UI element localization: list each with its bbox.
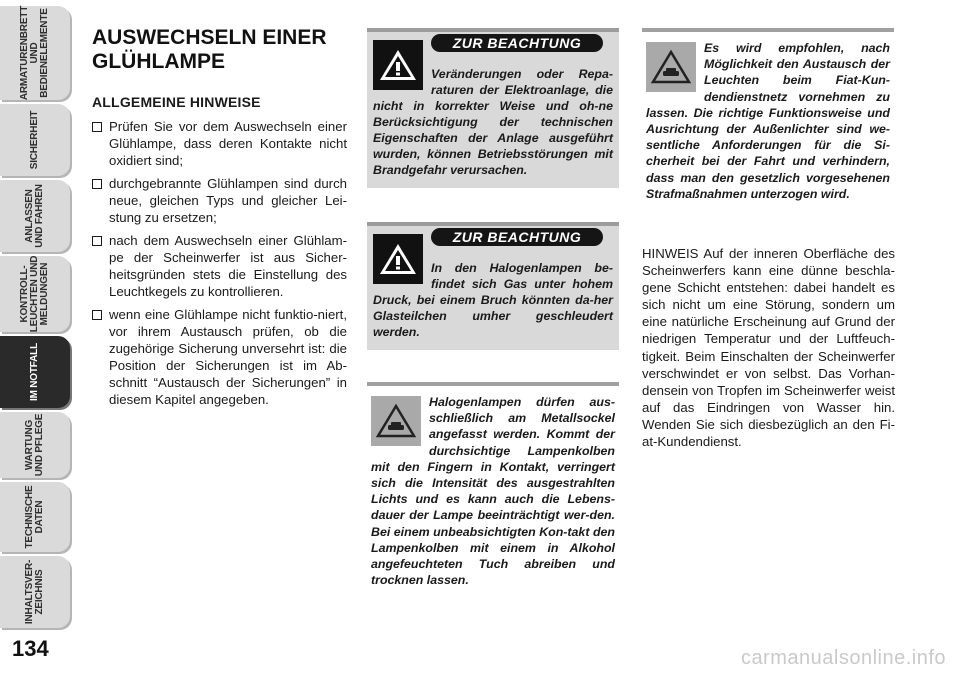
tab-kontrollleuchten[interactable] <box>0 256 70 332</box>
tab-im-notfall[interactable] <box>0 336 70 408</box>
tab-technische-daten[interactable] <box>0 482 70 552</box>
tab-label: SICHERHEIT <box>29 110 40 170</box>
tab-anlassen[interactable] <box>0 180 70 252</box>
tab-label: TECHNISCHE DATEN <box>24 485 45 549</box>
note-box <box>367 382 619 594</box>
list-item-text: Prüfen Sie vor dem Auswechseln einer Glühlampe, dass deren Kontakte nicht oxidiert sind; <box>109 119 347 168</box>
section-subtitle: ALLGEMEINE HINWEISE <box>92 94 261 110</box>
warning-box <box>367 28 619 188</box>
page-number: 134 <box>12 636 49 661</box>
warning-badge: ZUR BEACHTUNG <box>431 34 603 52</box>
hinweis-paragraph: HINWEIS Auf der inneren Oberfläche des Scheinwerfers kann eine dünne beschla-gene Schicht entstehen: dabei handelt es sich nicht um eine Störung, sondern um eine natürliche Erscheinung auf Grund der niedrigen Temperatur und der Luftfeuch-tigkeit. Beim Einschalten der Scheinwerfer verschwindet er von selbst. Das Vorhan-densein von Tropfen im Scheinwerfer weist auf das Eindringen von Wasser hin. Wenden Sie sich diesbezüglich an den Fi-at-Kundendienst. <box>642 246 895 450</box>
list-item <box>92 306 347 408</box>
watermark: carmanualsonline.info <box>740 647 946 669</box>
main-column <box>92 26 347 414</box>
note-text: Es wird empfohlen, nach Möglichkeit den Austausch der Leuchten beim Fiat-Kun-dendienstnetz vornehmen zu lassen. Die richtige Funktionsweise und Ausrichtung der Außenlichter sind we-sentliche Anforderungen für die Si-cherheit bei der Fahrt und verhindern, dass man den gesetzlich vorgesehenen Strafmaßnahmen unterzogen wird. <box>646 41 890 201</box>
warning-text: In den Halogenlampen be-findet sich Gas unter hohem Druck, bei einem Bruch könnten da-her Glasteilchen umher geschleudert werden. <box>373 261 613 339</box>
list-item <box>92 118 347 169</box>
list-item <box>92 232 347 300</box>
tab-label: ARMATURENBRETT UND BEDIENELEMENTE <box>19 5 50 101</box>
car-triangle-icon <box>646 42 696 92</box>
tab-inhaltsverzeichnis[interactable] <box>0 556 70 628</box>
list-item-text: durchgebrannte Glühlampen sind durch neue, gleichen Typs und gleicher Lei-stung zu ersetzen; <box>109 176 347 225</box>
list-item <box>92 175 347 226</box>
checkbox-bullet-icon <box>92 310 102 320</box>
tab-label: WARTUNG UND PFLEGE <box>24 413 45 477</box>
checkbox-bullet-icon <box>92 122 102 132</box>
car-triangle-icon <box>371 396 421 446</box>
checkbox-bullet-icon <box>92 236 102 246</box>
note-text: Halogenlampen dürfen aus-schließlich am Metallsockel angefasst werden. Kommt der durchsichtige Lampenkolben mit den Fingern in Kontakt, verringert sich die Intensität des ausgestrahlten Lichts und es kann auch die Lebens-dauer der Lampe beeinträchtigt wer-den. Bei einem unbeabsichtigten Kon-takt den Lampenkolben mit einem in Alkohol angefeuchteten Tuch abreiben und trocknen lassen. <box>371 395 615 588</box>
warning-box <box>367 222 619 350</box>
list-item-text: nach dem Auswechseln einer Glühlam-pe der Scheinwerfer ist aus Sicher-heitsgründen stets die Einstellung des Leuchtkegels zu kontrollieren. <box>109 233 347 299</box>
warning-text: Veränderungen oder Repa-raturen der Elektroanlage, die nicht in korrekter Weise und oh-ne Berücksichtigung der technischen Eigenschaften der Anlage ausgeführt wurden, können Betriebsstörungen mit Brandgefahr verursachen. <box>373 67 613 177</box>
warning-triangle-icon <box>373 234 423 284</box>
tab-armaturenbrett[interactable] <box>0 6 70 100</box>
note-box <box>642 28 894 208</box>
tab-wartung[interactable] <box>0 412 70 478</box>
page-title: AUSWECHSELN EINER GLÜHLAMPE <box>92 26 327 73</box>
list-item-text: wenn eine Glühlampe nicht funktio-niert, vor ihrem Austausch prüfen, ob die zugehörige Sicherung unversehrt ist: die Position der Sicherungen ist im Ab-schnitt “Austausch der Sicherungen” in diesem Kapitel angegeben. <box>109 307 347 407</box>
tab-label: KONTROLL- LEUCHTEN UND MELDUNGEN <box>19 255 50 333</box>
tab-label: ANLASSEN UND FAHREN <box>24 184 45 248</box>
warning-triangle-icon <box>373 40 423 90</box>
tab-sicherheit[interactable] <box>0 104 70 176</box>
tab-label: IM NOTFALL <box>29 343 40 401</box>
warning-badge: ZUR BEACHTUNG <box>431 228 603 246</box>
tab-label: INHALTSVER- ZEICHNIS <box>24 559 45 625</box>
checkbox-bullet-icon <box>92 179 102 189</box>
